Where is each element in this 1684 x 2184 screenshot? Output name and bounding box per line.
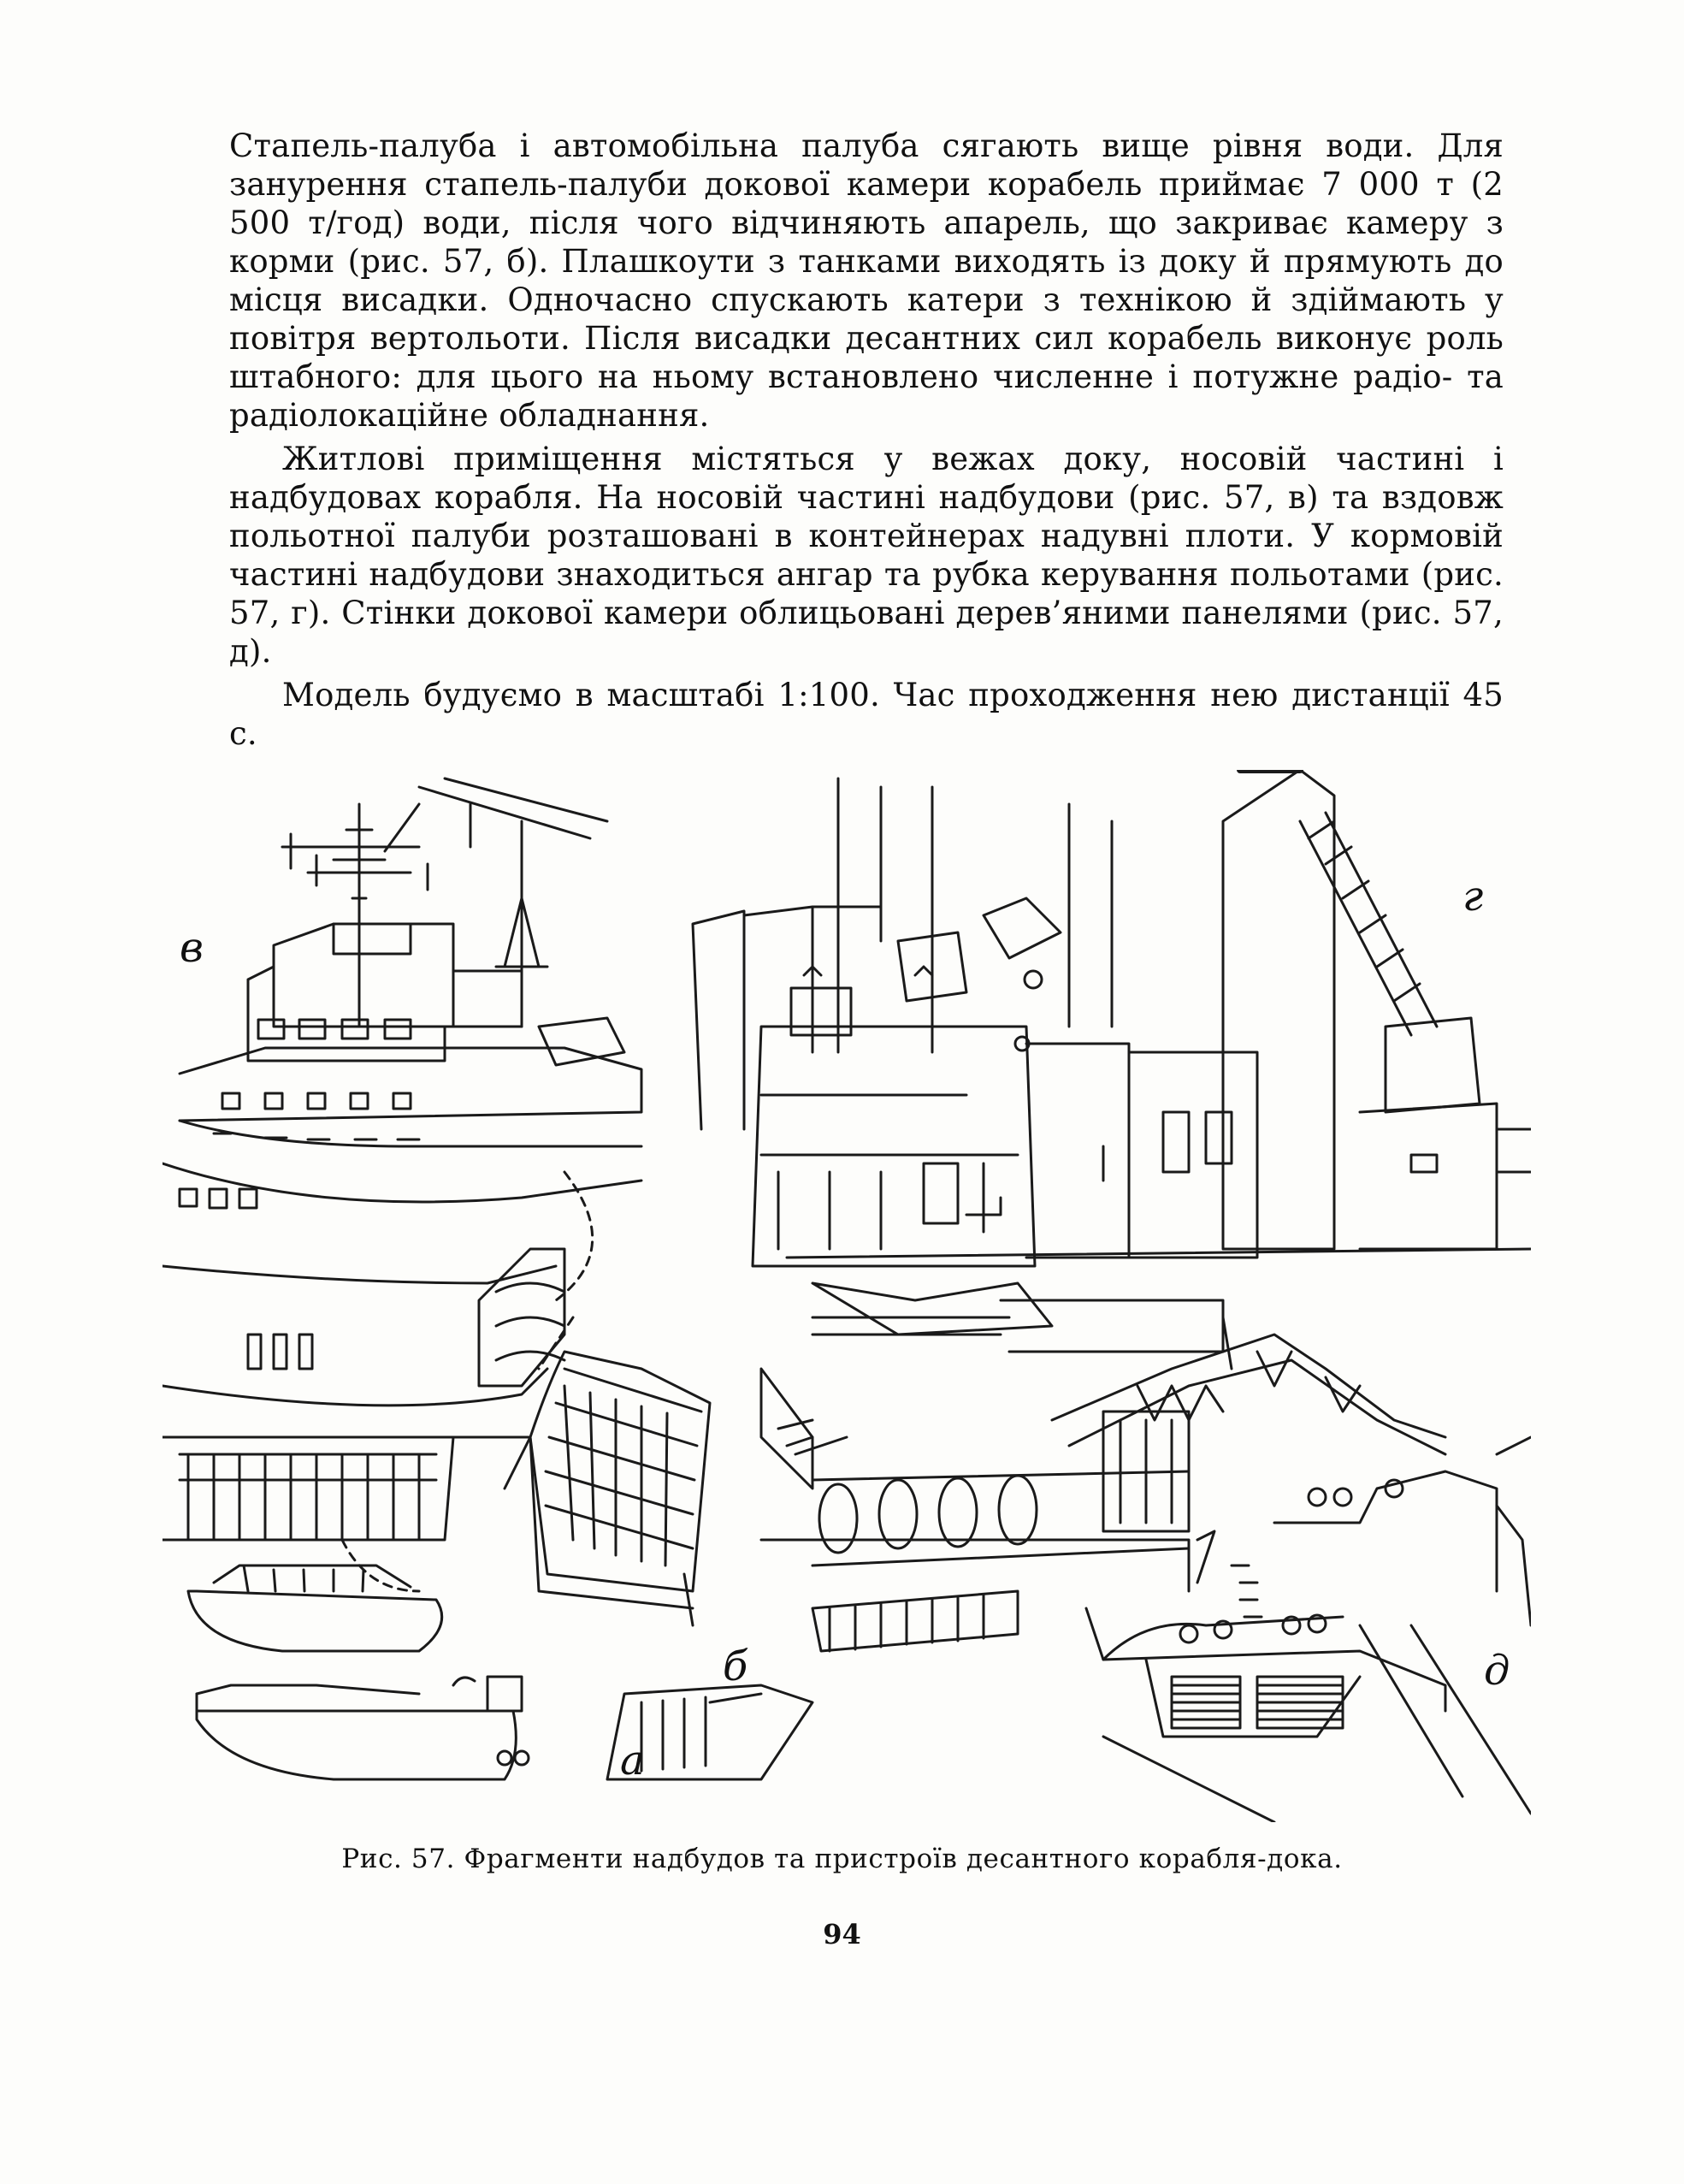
figure-caption: Рис. 57. Фрагменти надбудов та пристроїв десантного корабля-дока. bbox=[341, 1844, 1343, 1874]
paragraph-3: Модель будуємо в масштабі 1:100. Час проходження нею дистанції 45 с. bbox=[229, 677, 1504, 752]
figure-label-g: г bbox=[1462, 873, 1484, 920]
figure-label-v: в bbox=[180, 924, 204, 972]
fragment-d-dock-walls bbox=[761, 1249, 1531, 1822]
fragment-g-stern-superstructure bbox=[693, 770, 1531, 1266]
figure-label-b: б bbox=[723, 1642, 748, 1690]
figure-label-a: а bbox=[620, 1737, 645, 1784]
page-number: 94 bbox=[823, 1918, 861, 1950]
fragment-b-stern-ramp bbox=[505, 1352, 710, 1625]
fragment-v-bow-superstructure bbox=[162, 778, 641, 1651]
ship-superstructure-drawing bbox=[162, 770, 1531, 1822]
paragraph-2: Житлові приміщення містяться у вежах доку, носовій частині і надбудовах корабля. На носовій частині надбудови (рис. 57, в) та вздовж польотної палуби розташовані в контейнерах надувні плоти. У кормовій частині надбудови знаходиться ангар та рубка керування польотами (рис. 57, г). Стінки докової камери облицьовані дерев’яними панелями (рис. 57, д). bbox=[229, 441, 1504, 670]
fragment-a-landing-craft bbox=[197, 1677, 812, 1779]
figure-57-illustration bbox=[162, 770, 1531, 1822]
body-text bbox=[229, 127, 1504, 753]
paragraph-1: Стапель-палуба і автомобільна палуба сягають вище рівня води. Для занурення стапель-палуби докової камери корабель приймає 7 000 т (2 500 т/год) води, після чого відчиняють апарель, що закриває камеру з корми (рис. 57, б). Плашкоути з танками виходять із доку й прямують до місця висадки. Одночасно спускають катери з технікою й здіймають у повітря вертольоти. Після висадки десантних сил корабель виконує роль штабного: для цього на ньому встановлено численне і потужне радіо- та радіолокаційне обладнання. bbox=[229, 127, 1504, 434]
figure-label-d: д bbox=[1484, 1647, 1510, 1695]
